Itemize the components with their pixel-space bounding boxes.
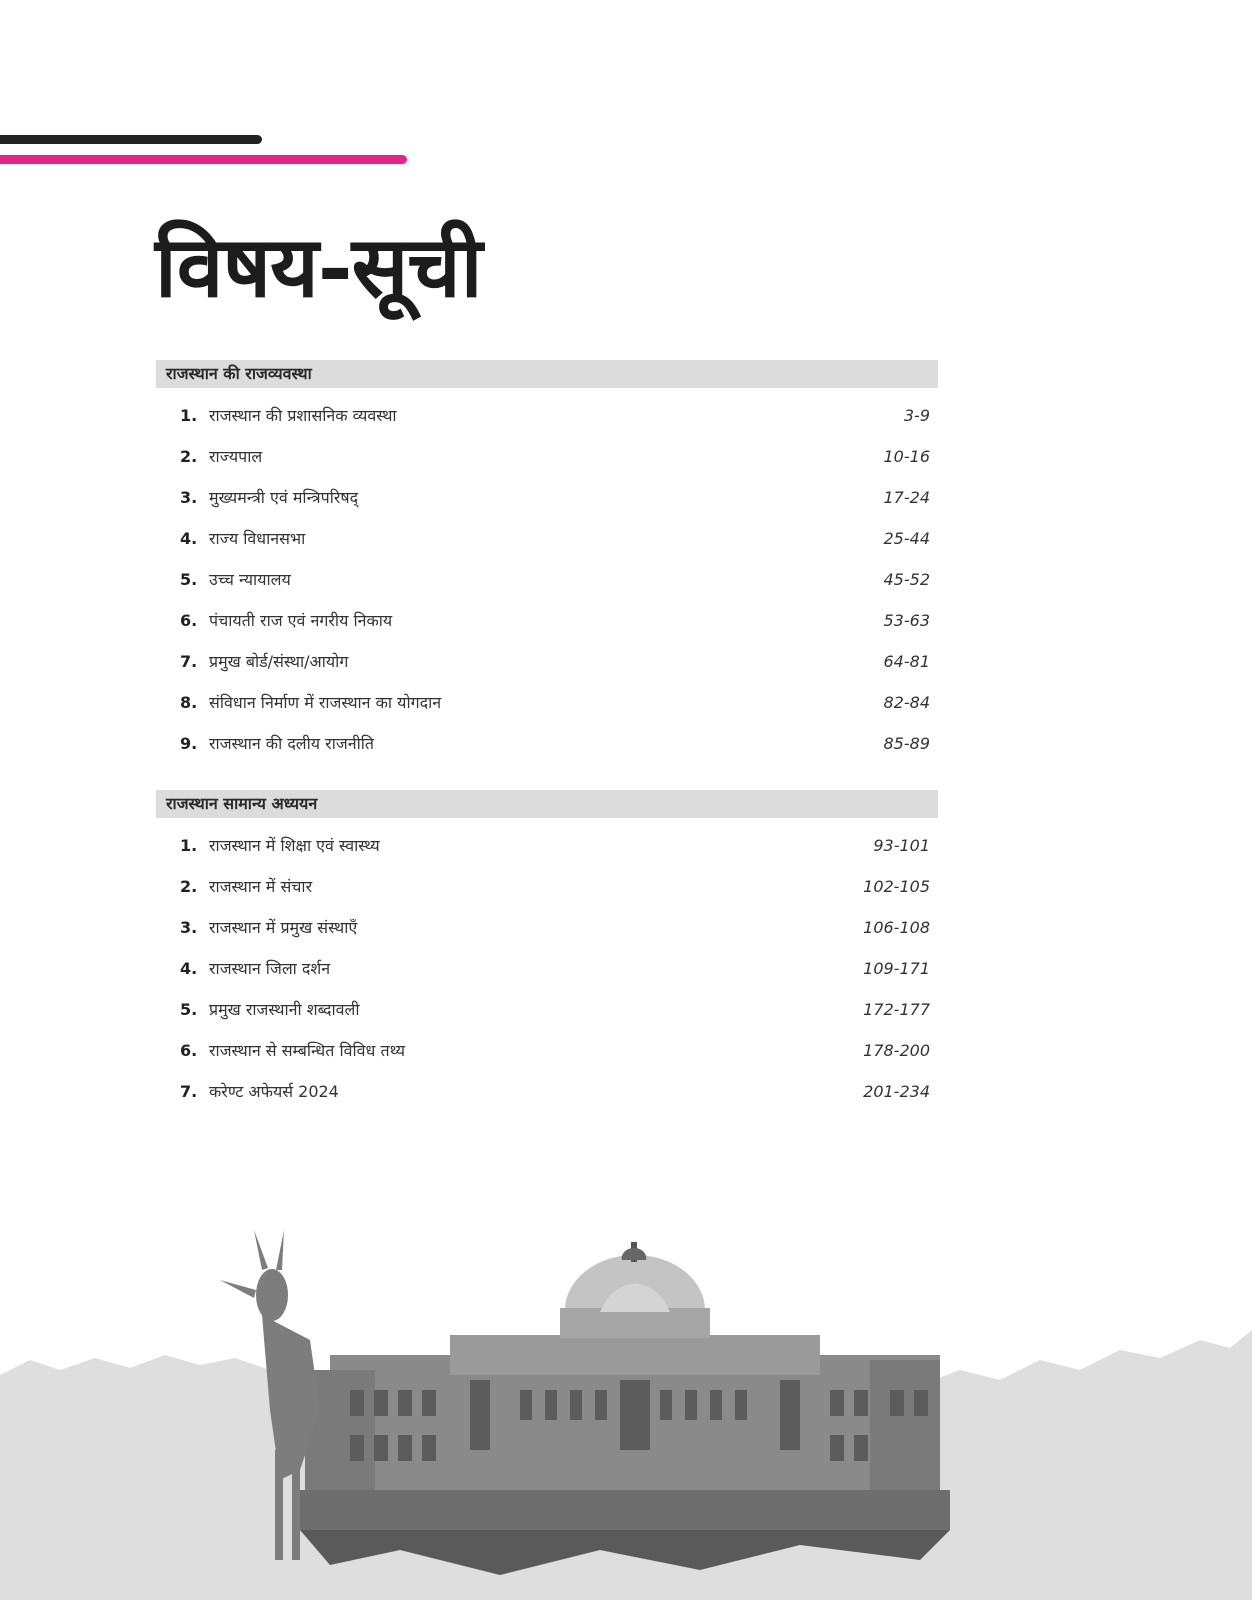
entry-title: राजस्थान में शिक्षा एवं स्वास्थ्य xyxy=(209,836,380,855)
entry-title: राज्यपाल xyxy=(209,447,263,466)
entry-page-range: 102-105 xyxy=(863,877,930,896)
entry-number: 2. xyxy=(180,447,198,466)
toc-entry xyxy=(156,642,938,683)
entry-number: 3. xyxy=(180,488,198,507)
section-header: राजस्थान सामान्य अध्ययन xyxy=(156,790,938,818)
entry-number: 8. xyxy=(180,693,198,712)
cover-illustration xyxy=(0,1230,1252,1600)
toc-entry xyxy=(156,867,938,908)
toc-entry xyxy=(156,826,938,867)
entry-title: राज्य विधानसभा xyxy=(209,529,306,548)
entry-number: 5. xyxy=(180,570,198,589)
section-rows xyxy=(156,396,938,765)
entry-page-range: 201-234 xyxy=(863,1082,930,1101)
toc-entry xyxy=(156,478,938,519)
toc-entry xyxy=(156,949,938,990)
entry-number: 6. xyxy=(180,611,198,630)
entry-title: करेण्ट अफेयर्स 2024 xyxy=(209,1082,339,1101)
toc-section-polity xyxy=(156,360,938,765)
toc-entry xyxy=(156,1031,938,1072)
toc-section-general-studies xyxy=(156,790,938,1113)
entry-number: 4. xyxy=(180,529,198,548)
entry-page-range: 93-101 xyxy=(873,836,930,855)
entry-page-range: 25-44 xyxy=(883,529,930,548)
entry-number: 3. xyxy=(180,918,198,937)
entry-page-range: 10-16 xyxy=(883,447,930,466)
entry-page-range: 85-89 xyxy=(883,734,930,753)
section-header: राजस्थान की राजव्यवस्था xyxy=(156,360,938,388)
entry-number: 2. xyxy=(180,877,198,896)
entry-title: उच्च न्यायालय xyxy=(209,570,291,589)
toc-entry xyxy=(156,560,938,601)
building-icon xyxy=(300,1242,950,1575)
toc-entry xyxy=(156,396,938,437)
toc-entry xyxy=(156,908,938,949)
entry-title: राजस्थान की प्रशासनिक व्यवस्था xyxy=(209,406,397,425)
entry-title: पंचायती राज एवं नगरीय निकाय xyxy=(209,611,393,630)
toc-entry xyxy=(156,683,938,724)
entry-title: राजस्थान जिला दर्शन xyxy=(209,959,331,978)
entry-number: 7. xyxy=(180,652,198,671)
entry-number: 5. xyxy=(180,1000,198,1019)
entry-page-range: 64-81 xyxy=(883,652,930,671)
decorative-bar-dark xyxy=(0,135,262,144)
entry-number: 6. xyxy=(180,1041,198,1060)
entry-title: राजस्थान से सम्बन्धित विविध तथ्य xyxy=(209,1041,406,1060)
table-of-contents xyxy=(156,360,938,1138)
entry-page-range: 3-9 xyxy=(903,406,930,425)
toc-entry xyxy=(156,724,938,765)
entry-page-range: 82-84 xyxy=(883,693,930,712)
entry-page-range: 109-171 xyxy=(863,959,930,978)
entry-title: प्रमुख बोर्ड/संस्था/आयोग xyxy=(209,652,349,671)
toc-entry xyxy=(156,519,938,560)
entry-number: 4. xyxy=(180,959,198,978)
entry-page-range: 178-200 xyxy=(863,1041,930,1060)
entry-page-range: 106-108 xyxy=(863,918,930,937)
toc-entry xyxy=(156,437,938,478)
toc-entry xyxy=(156,1072,938,1113)
entry-title: राजस्थान में प्रमुख संस्थाएँ xyxy=(209,918,358,937)
entry-page-range: 53-63 xyxy=(883,611,930,630)
entry-title: राजस्थान की दलीय राजनीति xyxy=(209,734,375,753)
toc-entry xyxy=(156,601,938,642)
entry-title: राजस्थान में संचार xyxy=(209,877,313,896)
entry-page-range: 45-52 xyxy=(883,570,930,589)
toc-entry xyxy=(156,990,938,1031)
entry-number: 9. xyxy=(180,734,198,753)
entry-number: 1. xyxy=(180,836,198,855)
section-rows xyxy=(156,826,938,1113)
entry-page-range: 172-177 xyxy=(863,1000,930,1019)
entry-number: 7. xyxy=(180,1082,198,1101)
entry-title: संविधान निर्माण में राजस्थान का योगदान xyxy=(209,693,442,712)
entry-number: 1. xyxy=(180,406,198,425)
entry-page-range: 17-24 xyxy=(883,488,930,507)
entry-title: मुख्यमन्त्री एवं मन्त्रिपरिषद् xyxy=(209,488,359,507)
entry-title: प्रमुख राजस्थानी शब्दावली xyxy=(209,1000,360,1019)
page-title: विषय-सूची xyxy=(155,217,482,316)
decorative-bar-pink xyxy=(0,155,407,164)
